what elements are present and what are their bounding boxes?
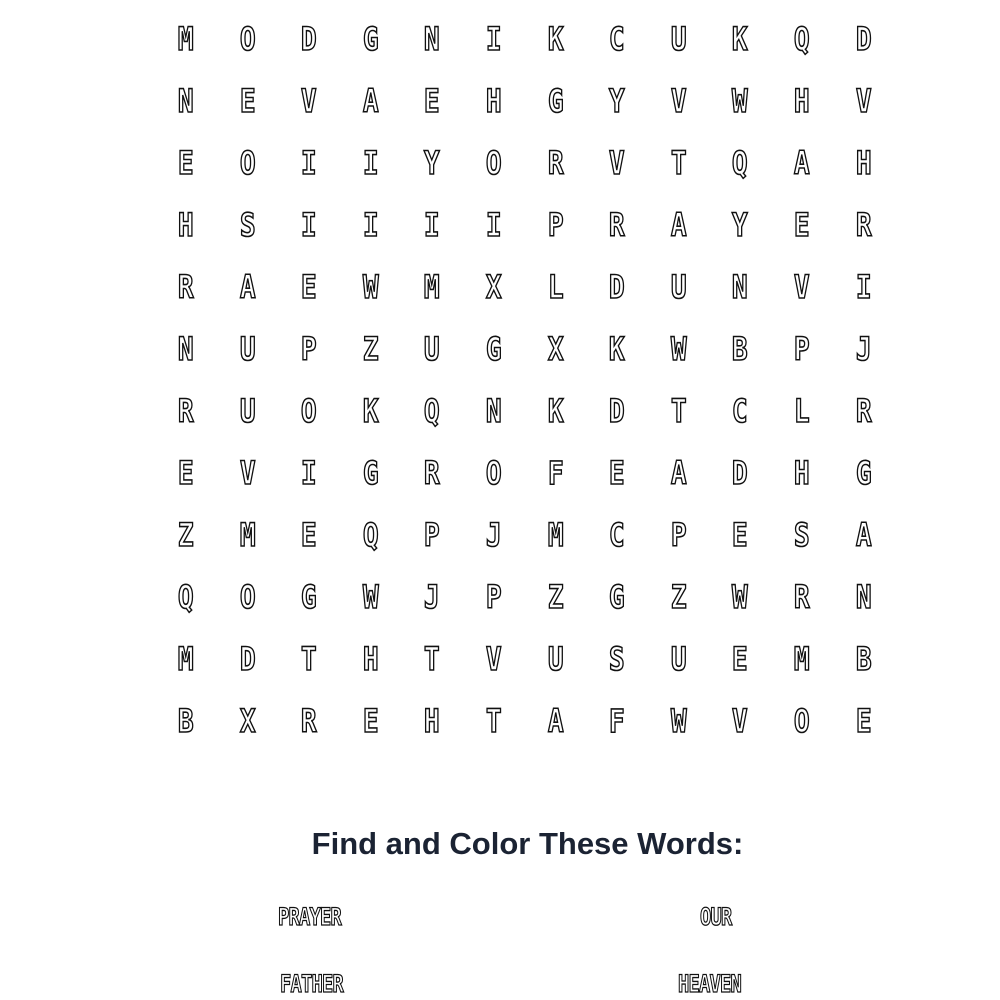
grid-cell[interactable]: T — [424, 640, 441, 678]
grid-cell[interactable]: A — [793, 144, 810, 182]
grid-cell[interactable]: U — [547, 640, 564, 678]
grid-cell[interactable]: A — [362, 82, 379, 120]
grid-cell[interactable]: H — [793, 82, 810, 120]
grid-cell[interactable]: U — [670, 20, 687, 58]
grid-cell[interactable]: D — [609, 392, 625, 430]
grid-cell[interactable]: G — [855, 454, 872, 492]
grid-cell[interactable]: I — [485, 20, 502, 58]
grid-cell[interactable]: G — [547, 82, 564, 120]
grid-cell[interactable]: W — [732, 82, 749, 120]
grid-cell[interactable]: U — [239, 392, 256, 430]
grid-cell[interactable]: O — [485, 454, 502, 492]
grid-cell[interactable]: M — [547, 516, 564, 554]
grid-cell[interactable]: P — [301, 330, 317, 368]
grid-cell[interactable]: D — [301, 20, 317, 58]
grid-cell[interactable]: I — [485, 206, 502, 244]
grid-cell[interactable]: Q — [362, 516, 379, 554]
grid-cell[interactable]: F — [609, 702, 625, 740]
grid-cell[interactable]: H — [855, 144, 872, 182]
grid-cell[interactable]: E — [732, 516, 749, 554]
grid-cell[interactable]: E — [177, 454, 194, 492]
grid-cell[interactable]: L — [793, 392, 810, 430]
grid-cell[interactable]: N — [177, 82, 194, 120]
grid-cell[interactable]: C — [609, 20, 625, 58]
grid-cell[interactable]: I — [424, 206, 441, 244]
grid-cell[interactable]: G — [301, 578, 317, 616]
grid-cell[interactable]: U — [239, 330, 256, 368]
grid-cell[interactable]: Z — [547, 578, 564, 616]
grid-cell[interactable]: A — [670, 454, 687, 492]
grid-cell[interactable]: B — [855, 640, 872, 678]
grid-cell[interactable]: E — [855, 702, 872, 740]
grid-cell[interactable]: M — [239, 516, 256, 554]
grid-cell[interactable]: B — [732, 330, 749, 368]
grid-cell[interactable]: Z — [670, 578, 687, 616]
grid-cell[interactable]: E — [301, 268, 317, 306]
grid-cell[interactable]: R — [609, 206, 625, 244]
grid-cell[interactable]: B — [177, 702, 194, 740]
grid-cell[interactable]: H — [485, 82, 502, 120]
grid-cell[interactable]: R — [855, 206, 872, 244]
word-heaven[interactable]: HEAVEN — [678, 970, 741, 998]
grid-cell[interactable]: V — [239, 454, 256, 492]
grid-cell[interactable]: T — [670, 144, 687, 182]
grid-cell[interactable]: G — [362, 454, 379, 492]
grid-cell[interactable]: V — [670, 82, 687, 120]
grid-cell[interactable]: K — [362, 392, 379, 430]
grid-cell[interactable]: E — [301, 516, 317, 554]
grid-cell[interactable]: C — [609, 516, 625, 554]
grid-cell[interactable]: O — [793, 702, 810, 740]
grid-cell[interactable]: E — [793, 206, 810, 244]
grid-cell[interactable]: R — [547, 144, 564, 182]
grid-cell[interactable]: N — [485, 392, 502, 430]
grid-cell[interactable]: W — [670, 330, 687, 368]
grid-cell[interactable]: S — [239, 206, 256, 244]
grid-cell[interactable]: I — [362, 206, 379, 244]
grid-cell[interactable]: V — [793, 268, 810, 306]
grid-cell[interactable]: V — [732, 702, 749, 740]
grid-cell[interactable]: T — [301, 640, 317, 678]
grid-cell[interactable]: N — [424, 20, 441, 58]
grid-cell[interactable]: Q — [793, 20, 810, 58]
grid-cell[interactable]: O — [239, 144, 256, 182]
grid-cell[interactable]: U — [424, 330, 441, 368]
grid-cell[interactable]: O — [239, 578, 256, 616]
word-list-heading: Find and Color These Words: — [311, 826, 744, 861]
grid-cell[interactable]: G — [362, 20, 379, 58]
grid-cell[interactable]: M — [793, 640, 810, 678]
grid-cell[interactable]: I — [301, 454, 317, 492]
grid-cell[interactable]: I — [362, 144, 379, 182]
grid-cell[interactable]: Z — [177, 516, 194, 554]
grid-cell[interactable]: Y — [424, 144, 441, 182]
grid-cell[interactable]: S — [793, 516, 810, 554]
grid-cell[interactable]: I — [855, 268, 872, 306]
grid-cell[interactable]: T — [670, 392, 687, 430]
grid-cell[interactable]: A — [855, 516, 872, 554]
word-search-grid — [155, 8, 895, 752]
grid-cell[interactable]: Q — [424, 392, 441, 430]
grid-cell[interactable]: M — [177, 640, 194, 678]
grid-cell[interactable]: X — [485, 268, 502, 306]
word-father[interactable]: FATHER — [280, 970, 343, 998]
grid-cell[interactable]: A — [547, 702, 564, 740]
grid-cell[interactable]: N — [855, 578, 872, 616]
grid-cell[interactable]: N — [177, 330, 194, 368]
grid-cell[interactable]: N — [732, 268, 749, 306]
grid-cell[interactable]: A — [239, 268, 256, 306]
grid-cell[interactable]: W — [362, 578, 379, 616]
grid-cell[interactable]: X — [239, 702, 256, 740]
grid-cell[interactable]: C — [732, 392, 749, 430]
word-list — [0, 895, 1000, 1000]
grid-cell[interactable]: O — [485, 144, 502, 182]
grid-cell[interactable]: M — [177, 20, 194, 58]
grid-cell[interactable]: R — [177, 392, 194, 430]
grid-cell[interactable]: M — [424, 268, 441, 306]
grid-cell[interactable]: R — [855, 392, 872, 430]
word-prayer[interactable]: PRAYER — [278, 903, 341, 931]
grid-cell[interactable]: P — [424, 516, 441, 554]
grid-cell[interactable]: V — [855, 82, 872, 120]
grid-cell[interactable]: I — [301, 206, 317, 244]
grid-cell[interactable]: Q — [732, 144, 749, 182]
grid-cell[interactable]: Q — [177, 578, 194, 616]
grid-cell[interactable]: E — [424, 82, 441, 120]
grid-cell[interactable]: R — [424, 454, 441, 492]
grid-cell[interactable]: W — [670, 702, 687, 740]
grid-cell[interactable]: Z — [362, 330, 379, 368]
grid-cell[interactable]: R — [177, 268, 194, 306]
grid-cell[interactable]: E — [609, 454, 625, 492]
grid-cell[interactable]: E — [732, 640, 749, 678]
grid-cell[interactable]: E — [239, 82, 256, 120]
grid-cell[interactable]: P — [547, 206, 564, 244]
grid-cell[interactable]: V — [609, 144, 625, 182]
grid-cell[interactable]: R — [793, 578, 810, 616]
grid-cell[interactable]: E — [362, 702, 379, 740]
grid-cell[interactable]: P — [485, 578, 502, 616]
grid-cell[interactable]: K — [547, 392, 564, 430]
grid-cell[interactable]: O — [239, 20, 256, 58]
grid-cell[interactable]: H — [793, 454, 810, 492]
grid-cell[interactable]: K — [547, 20, 564, 58]
grid-cell[interactable]: W — [732, 578, 749, 616]
grid-cell[interactable]: V — [301, 82, 317, 120]
grid-cell[interactable]: L — [547, 268, 564, 306]
grid-cell[interactable]: U — [670, 268, 687, 306]
grid-cell[interactable]: W — [362, 268, 379, 306]
grid-cell[interactable]: T — [485, 702, 502, 740]
grid-cell[interactable]: H — [362, 640, 379, 678]
grid-cell[interactable]: D — [855, 20, 872, 58]
grid-cell[interactable]: V — [485, 640, 502, 678]
grid-cell[interactable]: O — [301, 392, 317, 430]
grid-cell[interactable]: A — [670, 206, 687, 244]
grid-cell[interactable]: Y — [732, 206, 749, 244]
grid-cell[interactable]: P — [793, 330, 810, 368]
grid-cell[interactable]: H — [424, 702, 441, 740]
grid-cell[interactable]: G — [485, 330, 502, 368]
grid-cell[interactable]: R — [301, 702, 317, 740]
grid-cell[interactable]: Y — [609, 82, 625, 120]
grid-cell[interactable]: F — [547, 454, 564, 492]
grid-cell[interactable]: D — [732, 454, 749, 492]
grid-cell[interactable]: D — [239, 640, 256, 678]
grid-cell[interactable]: H — [177, 206, 194, 244]
word-our[interactable]: OUR — [700, 903, 732, 931]
grid-cell[interactable]: G — [609, 578, 625, 616]
grid-cell[interactable]: S — [609, 640, 625, 678]
grid-cell[interactable]: E — [177, 144, 194, 182]
grid-cell[interactable]: K — [609, 330, 625, 368]
grid-cell[interactable]: P — [670, 516, 687, 554]
grid-cell[interactable]: I — [301, 144, 317, 182]
grid-cell[interactable]: J — [855, 330, 872, 368]
grid-cell[interactable]: K — [732, 20, 749, 58]
grid-cell[interactable]: X — [547, 330, 564, 368]
grid-cell[interactable]: U — [670, 640, 687, 678]
grid-cell[interactable]: J — [424, 578, 441, 616]
grid-cell[interactable]: D — [609, 268, 625, 306]
grid-cell[interactable]: J — [485, 516, 502, 554]
